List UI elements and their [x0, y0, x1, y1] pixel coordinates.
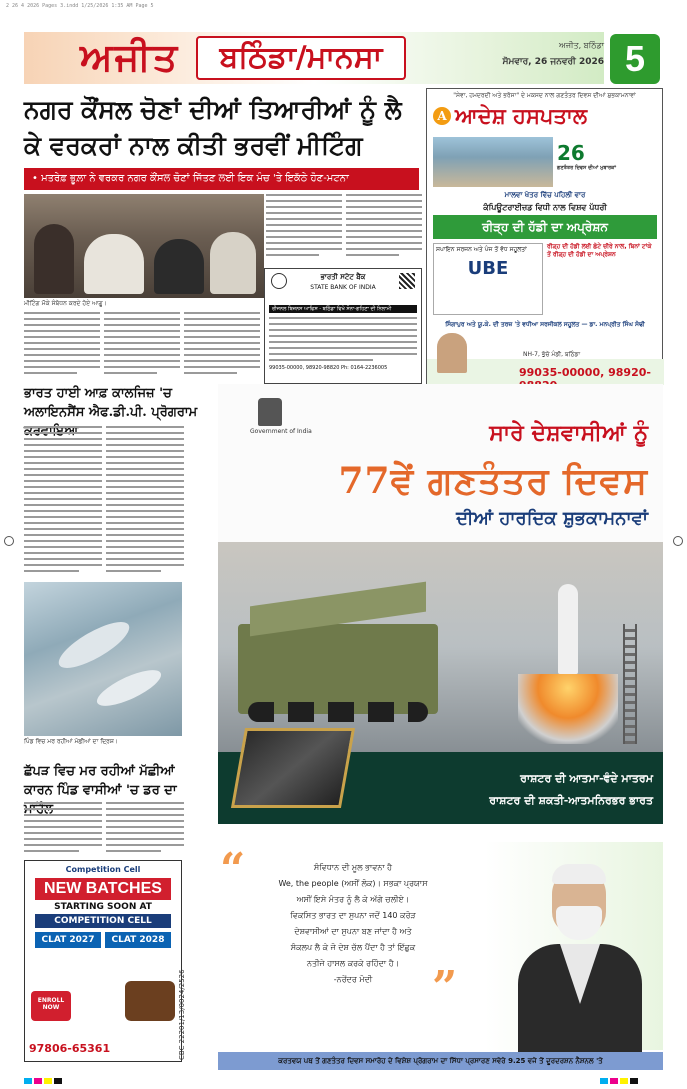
- color-bar: [600, 1078, 608, 1084]
- page-number: 5: [610, 34, 660, 84]
- hospital-line-2: ਕੰਪਿਊਟਰਾਈਜ਼ਡ ਵਿਧੀ ਨਾਲ ਵਿਸ਼ਵ ਪੱਧਰੀ: [483, 203, 607, 212]
- story-2-col-1: [24, 426, 102, 576]
- hospital-logo-icon: A: [433, 107, 451, 125]
- hospital-name-text: ਆਦੇਸ਼ ਹਸਪਤਾਲ: [455, 103, 588, 128]
- bank-name: STATE BANK OF INDIA: [310, 284, 376, 291]
- prime-minister-portrait: [508, 862, 648, 1050]
- clat-2027-badge: CLAT 2027: [35, 932, 101, 948]
- newspaper-logo: ਅਜੀਤ: [80, 34, 180, 79]
- quote-line-1: ਸੰਵਿਧਾਨ ਦੀ ਮੂਲ ਭਾਵਨਾ ਹੈ: [313, 863, 393, 872]
- lead-body-col-c: [184, 312, 260, 380]
- masthead: [24, 32, 664, 84]
- quote-author: -ਨਰੇਂਦਰ ਮੋਦੀ: [333, 975, 373, 984]
- print-slug: 2 26 4 2026 Pages 3.indd 1/25/2026 1:35 AM Page 5: [6, 3, 154, 9]
- competition-cell-label: COMPETITION CELL: [35, 914, 171, 928]
- fish-photo-caption: ਪਿੰਡ ਵਿਚ ਮਰ ਰਹੀਆਂ ਮੱਛੀਆਂ ਦਾ ਦ੍ਰਿਸ਼।: [24, 738, 118, 745]
- bank-phone: 99035-00000, 98920-98820 Ph: 0164-2236005: [269, 365, 388, 371]
- hospital-doctor: ਸਿੰਗਾਪੁਰ ਅਤੇ ਯੂ.ਕੇ. ਦੀ ਤਰਜ਼ 'ਤੇ ਵਧੀਆ ਸਰਜੀਕਲ ਸਹੂਲਤ — ਡਾ. ਮਨਪ੍ਰੀਤ ਸਿੰਘ ਸੋਢੀ: [445, 321, 645, 328]
- registration-mark: [4, 536, 14, 546]
- bank-notice-band: ਰੀਜਨਲ ਬਿਜ਼ਨਸ ਆਫਿਸ - ਬਠਿੰਡਾ ਵਿਖੇ ਸੋਨਾ-ਗਹਿਣਾ ਦੀ ਨਿਲਾਮੀ: [269, 305, 417, 313]
- story-3-col-2: [106, 802, 184, 854]
- hospital-phone: 99035-00000, 98920-: [519, 366, 651, 379]
- hospital-feature-box: [433, 243, 543, 315]
- hospital-line-1: ਮਾਲਵਾ ਖੇਤਰ ਵਿੱਚ ਪਹਿਲੀ ਵਾਰ: [504, 191, 586, 199]
- story-2-col-2: [106, 426, 184, 576]
- lead-body-col-3: [346, 194, 422, 264]
- quote-open-icon: “: [220, 844, 246, 895]
- republic-greeting-1: ਸਾਰੇ ਦੇਸ਼ਵਾਸੀਆਂ ਨੂੰ: [489, 420, 648, 446]
- hospital-anniversary: [557, 141, 616, 171]
- hospital-building-photo: [433, 137, 553, 187]
- qr-code-icon: [399, 273, 415, 289]
- lead-body-col-b: [104, 312, 180, 380]
- fish-photo: [24, 582, 182, 736]
- launch-tower: [623, 624, 637, 744]
- bank-logo-icon: [271, 273, 287, 289]
- registration-mark: [673, 536, 683, 546]
- clat-2028-badge: CLAT 2028: [105, 932, 171, 948]
- enroll-now-badge: ENROLL NOW: [31, 991, 71, 1021]
- color-bar: [24, 1078, 32, 1084]
- lead-headline: ਨਗਰ ਕੌਂਸਲ ਚੋਣਾਂ ਦੀਆਂ ਤਿਆਰੀਆਂ ਨੂੰ ਲੈ ਕੇ ਵਰਕਰਾਂ ਨਾਲ ਕੀਤੀ ਭਰਵੀਂ ਮੀਟਿੰਗ: [24, 95, 402, 160]
- clat-badges: [35, 932, 171, 948]
- color-bar: [620, 1078, 628, 1084]
- hospital-banner: ਰੀੜ੍ਹ ਦੀ ਹੱਡੀ ਦਾ ਅਪ੍ਰੇਸ਼ਨ: [433, 215, 657, 239]
- masthead-dateline: [464, 38, 604, 70]
- quote-line-7: ਨਤੀਜੇ ਹਾਸਲ ਕਰਕੇ ਰਹਿੰਦਾ ਹੈ।: [306, 959, 400, 968]
- competition-cell-ad: [24, 860, 182, 1062]
- color-bar: [610, 1078, 618, 1084]
- rocket-image: [558, 584, 578, 674]
- quote-close-icon: ”: [432, 962, 458, 1013]
- slogan-2: ਰਾਸ਼ਟਰ ਦੀ ਸ਼ਕਤੀ-ਆਤਮਨਿਰਭਰ ਭਾਰਤ: [489, 794, 653, 807]
- hospital-ad: [426, 88, 663, 384]
- quote-ad: [218, 842, 663, 1050]
- republic-greeting-3: ਦੀਆਂ ਹਾਰਦਿਕ ਸ਼ੁਭਕਾਮਨਾਵਾਂ: [456, 508, 648, 529]
- national-emblem-icon: [258, 398, 282, 426]
- hospital-name: [431, 103, 658, 129]
- rocket-exhaust: [518, 674, 618, 744]
- launcher-wheels: [248, 702, 428, 722]
- story-2-headline: ਭਾਰਤ ਹਾਈ ਆਫ਼ ਕਾਲਜਿਜ਼ 'ਚ ਅਲਾਇਨਸੈਂਸ ਐਫ.ਡੀ.ਪੀ. ਪ੍ਰੋਗਰਾਮ: [24, 386, 198, 420]
- missile-launcher-image: [238, 624, 438, 714]
- government-label: Government of India: [250, 428, 312, 435]
- starting-soon-text: STARTING SOON AT: [54, 902, 152, 912]
- hospital-feature-text: ਸਪਾਇਨ ਸਰਜਨ ਅਤੇ ਪੰਜ ਤੋਂ ਵੱਧ ਸਹੂਲਤਾਂ: [436, 246, 527, 253]
- slogan-1: ਰਾਸ਼ਟਰ ਦੀ ਆਤਮਾ-ਵੰਦੇ ਮਾਤਰਮ: [520, 772, 653, 785]
- edition-title: ਬਠਿੰਡਾ/ਮਾਨਸਾ: [196, 36, 406, 80]
- lead-body-col-2: [266, 194, 342, 264]
- bank-notice: [264, 268, 422, 384]
- ad-code: CBC 22201/13/0024/2526: [178, 969, 186, 1060]
- republic-day-ad: [218, 384, 663, 824]
- hospital-feature-box-2: ਰੀੜ੍ਹ ਦੀ ਹੱਡੀ ਲਈ ਛੋਟੇ ਚੀਰੇ ਨਾਲ, ਬਿਨਾਂ ਟਾਂਕੇ ਤੋਂ ਰੀੜ੍ਹ ਦੀ ਹੱਡੀ ਦਾ ਅਪ੍ਰੇਸ਼ਨ: [547, 243, 652, 258]
- gavel-icon: [125, 981, 175, 1021]
- quote-line-2: We, the people (ਅਸੀਂ ਲੋਕ)। ਸਭਕਾ ਪ੍ਰਯਾਸ: [278, 879, 428, 888]
- doctor-photo: [437, 333, 467, 373]
- semiconductor-chip-image: [231, 728, 355, 808]
- story-3-col-1: [24, 802, 102, 854]
- color-bar: [44, 1078, 52, 1084]
- lead-body-col-a: [24, 312, 100, 380]
- competition-brand: Competition Cell: [65, 865, 141, 874]
- bank-title: ਭਾਰਤੀ ਸਟੇਟ ਬੈਂਕ: [320, 273, 366, 281]
- quote-line-3: ਅਸੀਂ ਇਸੇ ਮੰਤਰ ਨੂੰ ਲੈ ਕੇ ਅੱਗੇ ਚਲੀਏ।: [296, 895, 410, 904]
- color-bar: [630, 1078, 638, 1084]
- hospital-ad-tagline: "ਸੇਵਾ, ਹਮਦਰਦੀ ਅਤੇ ਭਰੋਸਾ" ਦੇ ਮਕਸਦ ਨਾਲ ਗਣਤੰਤਰ ਦਿਵਸ ਦੀਆਂ ਸ਼ੁਭਕਾਮਨਾਵਾਂ: [453, 92, 636, 99]
- color-bar: [34, 1078, 42, 1084]
- broadcast-band: ਕਰਤਵਯ ਪਥ ਤੋਂ ਗਣਤੰਤਰ ਦਿਵਸ ਸਮਾਰੋਹ ਦੇ ਵਿਸ਼ੇਸ਼ ਪ੍ਰੋਗਰਾਮ ਦਾ ਸਿੱਧਾ ਪ੍ਰਸਾਰਣ ਸਵੇਰੇ 9.25 ਵਜੇ ਤੋਂ ਦੂਰਦਰਸ਼ਨ ਨੈਸ਼ਨਲ 'ਤੇ: [218, 1052, 663, 1070]
- quote-text: [248, 860, 458, 988]
- competition-phone: 97806-65361: [29, 1042, 111, 1055]
- lead-photo: [24, 194, 264, 298]
- new-batches-banner: NEW BATCHES: [35, 878, 171, 900]
- lead-strapline: • ਮਤਰੇਫ਼ ਭੂਲ਼ਾ ਨੇ ਵਰਕਰ ਨਗਰ ਕੌਂਸਲ ਚੋਣਾਂ ਜਿੱਤਣ ਲਈ ਇਕ ਮੰਚ 'ਤੇ ਇਕੱਠੇ ਹੋਣ-ਮਟਨਾ: [24, 168, 419, 190]
- lead-photo-caption: ਮੀਟਿੰਗ ਮੌਕੇ ਸੰਬੋਧਨ ਕਰਦੇ ਹੋਏ ਆਗੂ।: [24, 300, 107, 307]
- quote-line-5: ਦੇਸ਼ਵਾਸੀਆਂ ਦਾ ਸੁਪਨਾ ਬਣ ਜਾਂਦਾ ਹੈ ਅਤੇ: [294, 927, 412, 936]
- paper-city: ਅਜੀਤ, ਬਠਿੰਡਾ: [558, 41, 604, 50]
- color-bar: [54, 1078, 62, 1084]
- anniversary-number: 26: [557, 141, 585, 165]
- quote-line-6: ਸੰਕਲਪ ਲੈ ਕੇ ਜੋ ਦੇਸ਼ ਚੱਲ ਪੈਂਦਾ ਹੈ ਤਾਂ ਇੱਛੁਕ: [290, 943, 416, 952]
- story-3-headline: ਛੱਪੜ ਵਿਚ ਮਰ ਰਹੀਆਂ ਮੱਛੀਆਂ ਕਾਰਨ ਪਿੰਡ ਵਾਸੀਆਂ 'ਚ ਡਰ ਦਾ: [24, 764, 177, 798]
- republic-greeting-2: 77ਵੇਂ ਗਣਤੰਤਰ ਦਿਵਸ: [338, 460, 648, 502]
- issue-date: ਸੋਮਵਾਰ, 26 ਜਨਵਰੀ 2026: [502, 57, 604, 67]
- anniversary-caption: ਗਣਤੰਤਰ ਦਿਵਸ ਦੀਆਂ ਮੁਬਾਰਕਾਂ: [557, 165, 616, 171]
- hospital-address: NH-7, ਭੁੱਚੋ ਮੰਡੀ, ਬਠਿੰਡਾ: [523, 351, 581, 358]
- ube-logo: UBE: [467, 258, 509, 279]
- quote-line-4: ਵਿਕਸਿਤ ਭਾਰਤ ਦਾ ਸੁਪਨਾ ਜਦੋਂ 140 ਕਰੋੜ: [290, 911, 416, 920]
